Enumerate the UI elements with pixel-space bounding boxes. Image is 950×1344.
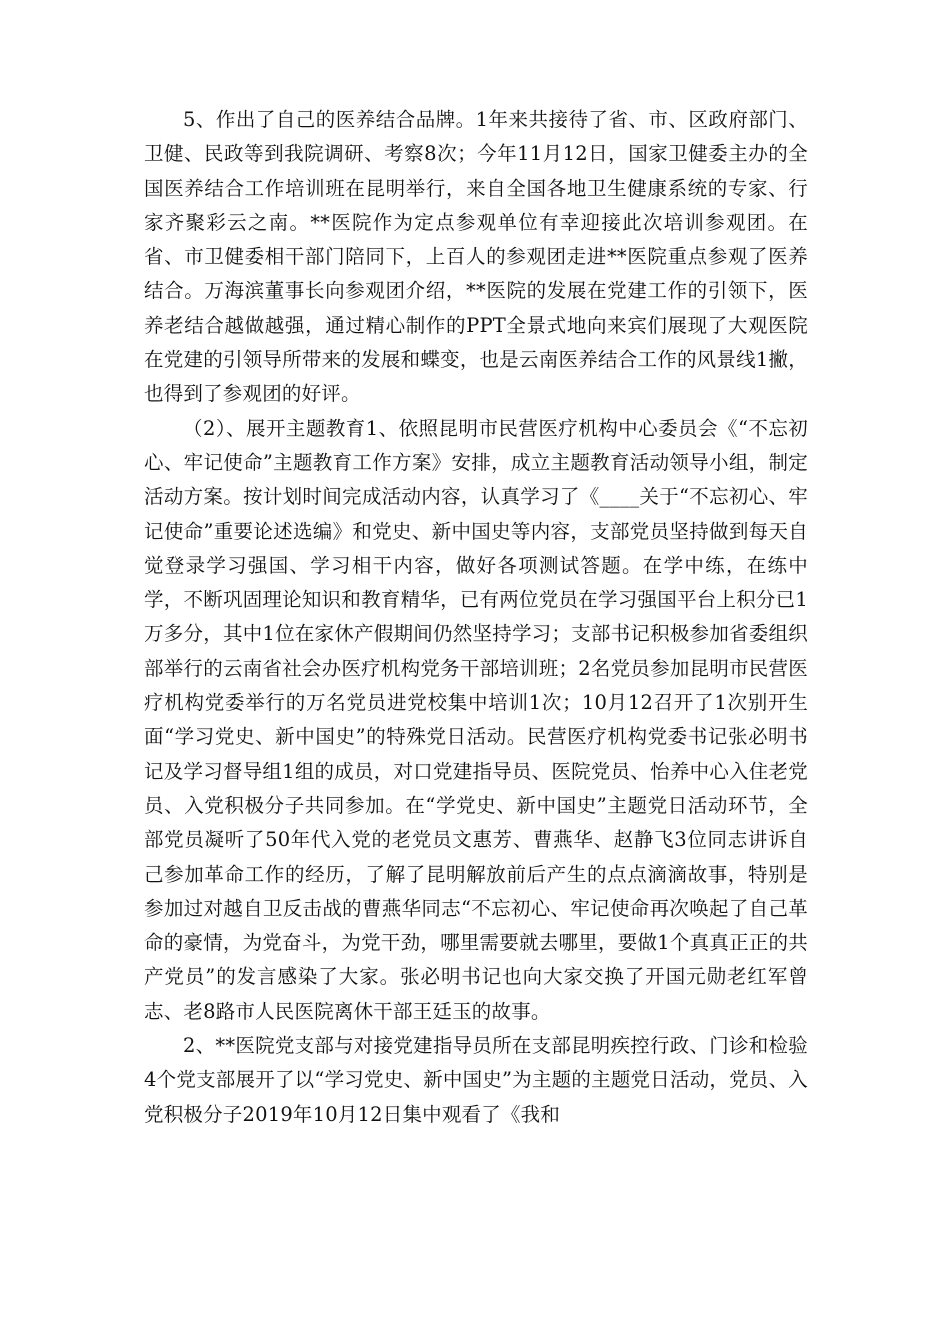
paragraph-theme-education: （2）、展开主题教育1、依照昆明市民营医疗机构中心委员会《“不忘初心、牢记使命”主题教育工作方案》安排，成立主题教育活动领导小组，制定活动方案。按计划时间完成活动内容，认真学习了《____关于“不忘初心、牢记使命”重要论述选编》和党史、新中国史等内容，支部党员坚持做到每天自觉登录学习强国、学习相干内容，做好各项测试答题。在学中练，在练中学，不断巩固理论知识和教育精华，已有两位党员在学习强国平台上积分已1万多分，其中1位在家休产假期间仍然坚持学习；支部书记积极参加省委组织部举行的云南省社会办医疗机构党务干部培训班；2名党员参加昆明市民营医疗机构党委举行的万名党员进党校集中培训1次；10月12召开了1次别开生面“学习党史、新中国史”的特殊党日活动。民营医疗机构党委书记张必明书记及学习督导组1组的成员，对口党建指导员、医院党员、怡养中心入住老党员、入党积极分子共同参加。在“学党史、新中国史”主题党日活动环节，全部党员凝听了50年代入党的老党员文惠芳、曹燕华、赵静飞3位同志讲诉自己参加革命工作的经历，了解了昆明解放前后产生的点点滴滴故事，特别是参加过对越自卫反击战的曹燕华同志“不忘初心、牢记使命再次唤起了自己革命的豪情，为党奋斗，为党干劲，哪里需要就去哪里，要做1个真真正正的共产党员”的发言感染了大家。张必明书记也向大家交换了开国元勋老红军曾志、老8路市人民医院离休干部王廷玉的故事。: [144, 416, 808, 1023]
paragraph-brand: 5、作出了自己的医养结合品牌。1年来共接待了省、市、区政府部门、卫健、民政等到我院调研、考察8次；今年11月12日，国家卫健委主办的全国医养结合工作培训班在昆明举行，来自全国各地卫生健康系统的专家、行家齐聚彩云之南。**医院作为定点参观单位有幸迎接此次培训参观团。在省、市卫健委相干部门陪同下，上百人的参观团走进**医院重点参观了医养结合。万海滨董事长向参观团介绍，**医院的发展在党建工作的引领下，医养老结合越做越强，通过精心制作的PPT全景式地向来宾们展现了大观医院在党建的引领导所带来的发展和蝶变，也是云南医养结合工作的风景线1撇，也得到了参观团的好评。: [144, 108, 808, 406]
paragraph-party-day: 2、**医院党支部与对接党建指导员所在支部昆明疾控行政、门诊和检验4个党支部展开了以“学习党史、新中国史”为主题的主题党日活动，党员、入党积极分子2019年10月12日集中观看了《我和: [144, 1034, 808, 1126]
document-body: [144, 103, 808, 1132]
